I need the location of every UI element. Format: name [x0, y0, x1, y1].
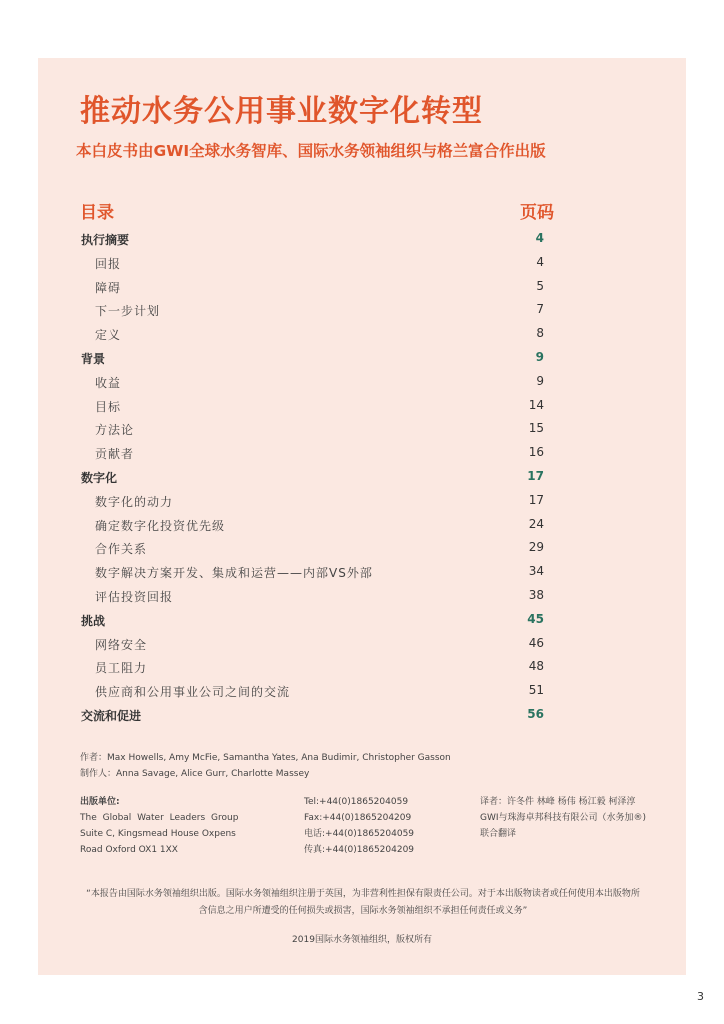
- toc-section-entry[interactable]: [80, 466, 544, 490]
- toc-entry-title: 障碍: [95, 280, 122, 295]
- disclaimer: [68, 886, 658, 920]
- toc-subsection-entry[interactable]: [80, 537, 544, 561]
- toc-entry-title: 数字解决方案开发、集成和运营——内部VS外部: [95, 566, 373, 581]
- toc-entry-page: 16: [528, 445, 544, 460]
- toc-entry-title: 贡献者: [95, 447, 135, 462]
- toc-entry-page: 17: [528, 492, 544, 507]
- publisher-heading: 出版单位:: [80, 797, 120, 807]
- toc-entry-page: 4: [536, 254, 544, 269]
- toc-section-entry[interactable]: [80, 704, 544, 728]
- contact-line: 传真:+44(0)1865204209: [304, 845, 415, 855]
- toc-entry-title: 收益: [95, 375, 122, 390]
- toc-entry-page: 45: [527, 611, 544, 626]
- toc-subsection-entry[interactable]: [80, 442, 544, 466]
- page-number: 3: [697, 990, 704, 1003]
- toc-entry-page: 56: [527, 706, 544, 721]
- toc-section-entry[interactable]: [80, 609, 544, 633]
- toc-entry-page: 17: [527, 468, 544, 483]
- table-of-contents: [80, 228, 544, 728]
- toc-subsection-entry[interactable]: [80, 633, 544, 657]
- toc-entry-title: 定义: [95, 328, 122, 343]
- toc-entry-page: 51: [528, 683, 544, 698]
- contact-block: [304, 794, 414, 858]
- toc-entry-title: 数字化: [81, 470, 118, 485]
- toc-heading: 目录: [80, 203, 114, 223]
- document-subtitle: 本白皮书由GWI全球水务智库、国际水务领袖组织与格兰富合作出版: [76, 142, 546, 160]
- toc-entry-page: 5: [536, 278, 544, 293]
- toc-section-entry[interactable]: [80, 228, 544, 252]
- toc-subsection-entry[interactable]: [80, 490, 544, 514]
- producers-line: 制作人：Anna Savage, Alice Gurr, Charlotte Massey: [80, 769, 310, 779]
- toc-entry-title: 数字化的动力: [95, 494, 174, 509]
- toc-subsection-entry[interactable]: [80, 371, 544, 395]
- translation-block: [480, 794, 646, 842]
- toc-entry-page: 9: [535, 349, 544, 364]
- publisher-line: The Global Water Leaders Group: [80, 813, 239, 823]
- toc-entry-title: 确定数字化投资优先级: [95, 518, 226, 533]
- toc-entry-page: 38: [528, 587, 544, 602]
- toc-subsection-entry[interactable]: [80, 514, 544, 538]
- toc-entry-title: 目标: [95, 399, 122, 414]
- toc-entry-page: 48: [528, 659, 544, 674]
- toc-subsection-entry[interactable]: [80, 252, 544, 276]
- toc-entry-page: 8: [536, 326, 544, 341]
- toc-entry-title: 挑战: [81, 613, 106, 628]
- contact-line: 电话:+44(0)1865204059: [304, 829, 415, 839]
- toc-entry-title: 评估投资回报: [95, 589, 174, 604]
- publisher-line: Road Oxford OX1 1XX: [80, 845, 178, 855]
- disclaimer-line: 含信息之用户所遭受的任何损失或损害，国际水务领袖组织不承担任何责任或义务”: [198, 906, 528, 916]
- toc-entry-page: 14: [528, 397, 544, 412]
- toc-subsection-entry[interactable]: [80, 276, 544, 300]
- toc-subsection-entry[interactable]: [80, 395, 544, 419]
- toc-entry-title: 网络安全: [95, 637, 148, 652]
- contact-line: Tel:+44(0)1865204059: [304, 797, 409, 807]
- toc-header: [80, 198, 554, 223]
- toc-entry-page: 46: [528, 635, 544, 650]
- translation-line: 译者：许冬件 林峰 杨伟 杨江毅 柯泽淳: [480, 797, 636, 807]
- toc-subsection-entry[interactable]: [80, 680, 544, 704]
- toc-subsection-entry[interactable]: [80, 323, 544, 347]
- toc-entry-title: 供应商和公用事业公司之间的交流: [95, 685, 291, 700]
- content-panel: [38, 58, 686, 975]
- toc-entry-page: 15: [528, 421, 544, 436]
- copyright: 2019国际水务领袖组织，版权所有: [292, 935, 432, 945]
- toc-entry-page: 4: [535, 231, 544, 245]
- toc-entry-page: 9: [536, 373, 544, 388]
- toc-entry-title: 背景: [81, 351, 106, 366]
- toc-entry-page: 24: [528, 516, 544, 531]
- toc-entry-page: 7: [536, 302, 544, 317]
- credits: [80, 750, 451, 782]
- toc-subsection-entry[interactable]: [80, 585, 544, 609]
- contact-line: Fax:+44(0)1865204209: [304, 813, 412, 823]
- toc-entry-title: 合作关系: [95, 542, 148, 557]
- document-title: 推动水务公用事业数字化转型: [80, 94, 483, 129]
- toc-subsection-entry[interactable]: [80, 656, 544, 680]
- toc-entry-page: 34: [528, 564, 544, 579]
- disclaimer-line: “本报告由国际水务领袖组织出版。国际水务领袖组织注册于英国，为非营利性担保有限责任公司。对于本出版物读者或任何使用本出版物所: [86, 889, 640, 899]
- toc-entry-title: 执行摘要: [81, 233, 130, 247]
- toc-entry-title: 员工阻力: [95, 661, 148, 676]
- authors-line: 作者：Max Howells, Amy McFie, Samantha Yates, Ana Budimir, Christopher Gasson: [80, 753, 451, 763]
- toc-entry-title: 交流和促进: [81, 708, 142, 723]
- toc-entry-page: 29: [528, 540, 544, 555]
- toc-subsection-entry[interactable]: [80, 299, 544, 323]
- toc-entry-title: 方法论: [95, 423, 135, 438]
- toc-subsection-entry[interactable]: [80, 561, 544, 585]
- translation-line: GWI与珠海卓邦科技有限公司（水务加®): [480, 813, 647, 823]
- toc-entry-title: 回报: [95, 256, 122, 271]
- toc-section-entry[interactable]: [80, 347, 544, 371]
- publisher-block: [80, 794, 238, 858]
- translation-line: 联合翻译: [480, 829, 517, 839]
- publisher-line: Suite C, Kingsmead House Oxpens: [80, 829, 236, 839]
- toc-subsection-entry[interactable]: [80, 418, 544, 442]
- toc-page-heading: 页码: [520, 203, 554, 223]
- toc-entry-title: 下一步计划: [95, 304, 161, 319]
